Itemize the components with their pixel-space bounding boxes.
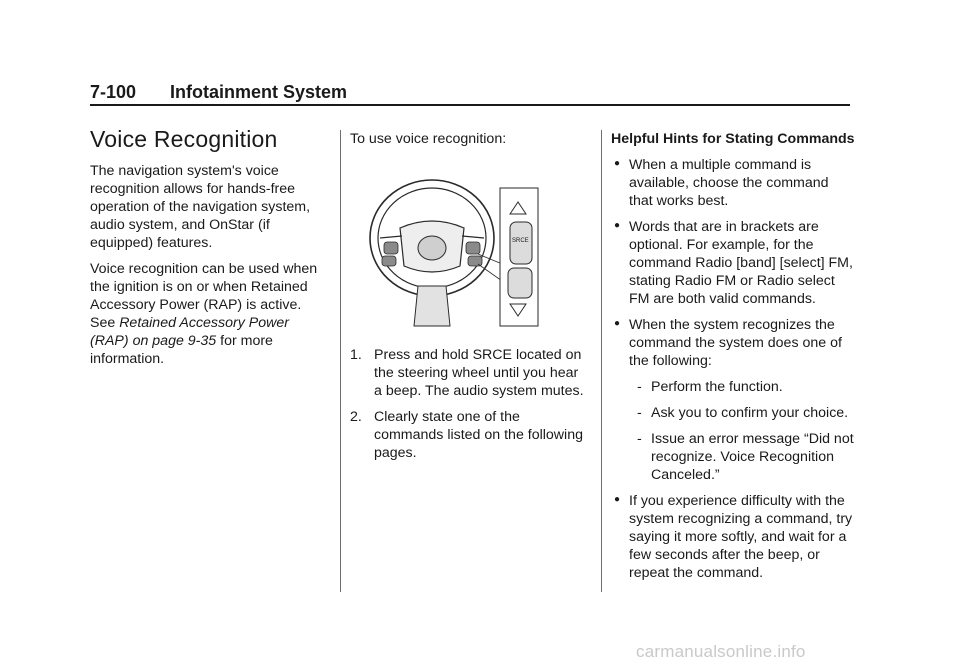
response-option (629, 430, 856, 484)
response-text: Ask you to confirm your choice. (651, 405, 849, 421)
column-3 (611, 130, 856, 590)
step-number: 2. (350, 409, 362, 425)
procedure-steps (350, 346, 590, 462)
rap-reference-link[interactable]: Retained Accessory Power (RAP) on page 9-35 (90, 315, 289, 349)
watermark: carmanualsonline.info (636, 642, 806, 661)
dash-icon: - (637, 379, 642, 395)
response-option (629, 404, 856, 422)
step-text: Press and hold SRCE located on the steering wheel until you hear a beep. The audio system mutes. (374, 347, 584, 399)
bullet-icon: ● (614, 220, 621, 231)
response-option (629, 378, 856, 396)
page-number: 7-100 (90, 82, 137, 102)
chapter-title: Infotainment System (170, 82, 348, 102)
usage-text-tail: for more information. (90, 333, 273, 367)
bullet-icon: ● (614, 494, 621, 505)
hints-heading: Helpful Hints for Stating Commands (611, 131, 855, 147)
column-divider-1 (340, 130, 341, 592)
section-title: Voice Recognition (90, 126, 278, 152)
hint-item (611, 218, 856, 308)
response-text: Issue an error message “Did not recognize. Voice Recognition Canceled.” (651, 431, 854, 483)
response-options (629, 378, 856, 484)
hint-item (611, 316, 856, 484)
page-header (90, 80, 850, 106)
header-rule (90, 104, 850, 106)
response-text: Perform the function. (651, 379, 783, 395)
dash-icon: - (637, 431, 642, 447)
hint-text: When the system recognizes the command the system does one of the following: (629, 317, 842, 369)
usage-text: Voice recognition can be used when the ignition is on or when Retained Accessory Power (RAP) is active. See (90, 261, 318, 331)
column-1 (90, 124, 330, 376)
hint-text: When a multiple command is available, choose the command that works best. (629, 157, 829, 209)
hints-list (611, 156, 856, 582)
hint-text: If you experience difficulty with the system recognizing a command, try saying it more softly, and wait for a few seconds after the beep, or repeat the command. (629, 493, 853, 581)
steering-wheel-illustration (360, 158, 540, 330)
intro-paragraph: The navigation system's voice recognition allows for hands-free operation of the navigation system, audio system, and OnStar (if equipped) features. (90, 163, 311, 251)
procedure-step (350, 408, 590, 462)
bullet-icon: ● (614, 318, 621, 329)
procedure-step (350, 346, 590, 400)
steering-wheel-icon (360, 158, 540, 330)
bullet-icon: ● (614, 158, 621, 169)
dash-icon: - (637, 405, 642, 421)
column-2 (350, 130, 590, 470)
procedure-intro: To use voice recognition: (350, 131, 507, 147)
hint-text: Words that are in brackets are optional. For example, for the command Radio [band] [select] FM, stating Radio FM or Radio select FM are both valid commands. (629, 219, 853, 307)
srce-label: SRCE (512, 238, 529, 244)
step-text: Clearly state one of the commands listed on the following pages. (374, 409, 583, 461)
step-number: 1. (350, 347, 362, 363)
hint-item (611, 492, 856, 582)
hint-item (611, 156, 856, 210)
usage-paragraph (90, 260, 330, 368)
column-divider-2 (601, 130, 602, 592)
